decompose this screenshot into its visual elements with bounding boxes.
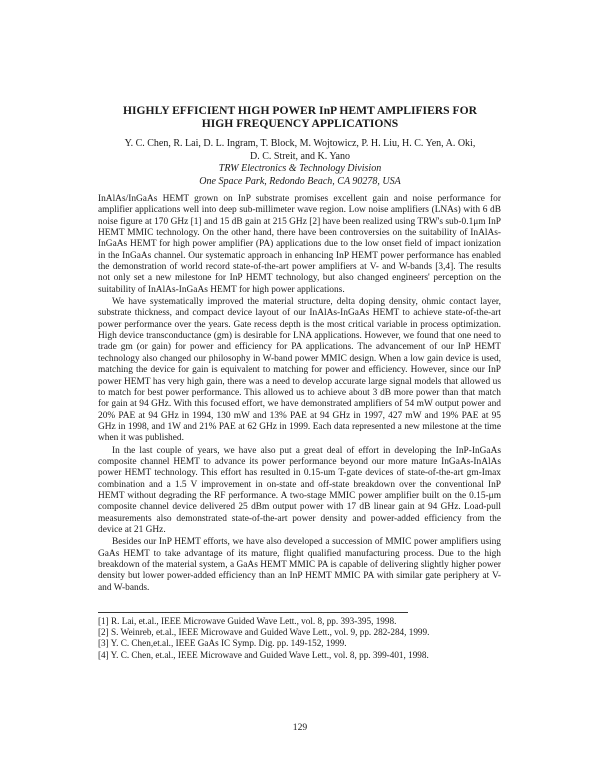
reference-item: [2] S. Weinreb, et.al., IEEE Microwave and Guided Wave Lett., vol. 9, pp. 282-284, 1999. bbox=[98, 627, 430, 638]
paragraph-2: We have systematically improved the material structure, delta doping density, ohmic contact layer, substrate thickness, and compact device layout of our InAlAs-InGaAs HEMT to achieve state-of-the-art power performance over the years. Gate recess depth is the most critical variable in process optimization. High device transconductance (gm) is desirable for LNA applications. However, we found that one need to trade gm (or gain) for power and efficiency for PA applications. The advancement of our InP HEMT technology also changed our philosophy in W-band power MMIC design. When a low gain device is used, matching the device for gain is equivalent to matching for power and efficiency. However, since our InP power HEMT has very high gain, there was a need to develop accurate large signal models that allowed us to match for best power performance. This allowed us to achieve about 3 dB more power than that match for gain at 94 GHz. With this focused effort, we have demonstrated amplifiers of 54 mW output power and 20% PAE at 94 GHz in 1994, 130 mW and 13% PAE at 94 GHz in 1997, 427 mW and 19% PAE at 95 GHz in 1998, and 1W and 21% PAE at 62 GHz in 1999. Each data represented a new milestone at the time when it was published. bbox=[98, 297, 501, 444]
author-list-line-2: D. C. Streit, and K. Yano bbox=[249, 150, 350, 162]
paragraph-1: InAlAs/InGaAs HEMT grown on InP substrate promises excellent gain and noise performance for amplifier applications well into deep sub-millimeter wave region. Low noise amplifiers (LNAs) with 6 dB noise figure at 170 GHz [1] and 15 dB gain at 215 GHz [2] have been realized using TRW's sub-0.1μm InP HEMT MMIC technology. On the other hand, there have been controversies on the suitability of InAlAs-InGaAs HEMT for high power amplifier (PA) applications due to the low onset field of impact ionization in the InGaAs channel. Our systematic approach in enhancing InP HEMT power performance has enabled the demonstration of world record state-of-the-art power amplifiers at V- and W-bands [3,4]. The results not only set a new milestone for InP HEMT technology, but also changed engineers' perception on the suitability of InAlAs-InGaAs HEMT for high power applications. bbox=[98, 194, 501, 295]
address: One Space Park, Redondo Beach, CA 90278, USA bbox=[199, 175, 401, 187]
footnote-divider bbox=[98, 612, 408, 613]
affiliation: TRW Electronics & Technology Division bbox=[218, 163, 382, 174]
reference-list bbox=[98, 616, 501, 661]
paper-title bbox=[0, 104, 600, 130]
paragraph-3: In the last couple of years, we have also put a great deal of effort in developing the InP-InGaAs composite channel HEMT to advance its power performance beyond our more mature InGaAs-InAlAs power HEMT technology. This effort has resulted in 0.15-um T-gate devices of state-of-the-art gm-Imax combination and a 1.5 V improvement in on-state and off-state breakdown over the conventional InP HEMT without degrading the RF performance. A two-stage MMIC power amplifier built on the 0.15-μm composite channel device delivered 25 dBm output power with 17 dB linear gain at 94 GHz. Load-pull measurements also demonstrated state-of-the-art power density and power-added efficiency from the device at 21 GHz. bbox=[98, 445, 501, 535]
title-line-2: HIGH FREQUENCY APPLICATIONS bbox=[201, 117, 399, 130]
paragraph-4: Besides our InP HEMT efforts, we have also developed a succession of MMIC power amplifiers using GaAs HEMT to take advantage of its mature, flight qualified manufacturing process. Due to the high breakdown of the material system, a GaAs HEMT MMIC PA is capable of delivering slightly higher power density but lower power-added efficiency than an InP HEMT MMIC PA with similar gate periphery at V- and W-bands. bbox=[98, 537, 501, 593]
author-list-line-1: Y. C. Chen, R. Lai, D. L. Ingram, T. Block, M. Wojtowicz, P. H. Liu, H. C. Yen, A. Oki, bbox=[124, 138, 476, 149]
reference-item: [1] R. Lai, et.al., IEEE Microwave Guided Wave Lett., vol. 8, pp. 393-395, 1998. bbox=[98, 616, 397, 626]
title-line-1: HIGHLY EFFICIENT HIGH POWER InP HEMT AMPLIFIERS FOR bbox=[123, 104, 477, 117]
body-text bbox=[98, 194, 501, 594]
author-block bbox=[0, 138, 600, 188]
reference-item: [4] Y. C. Chen, et.al., IEEE Microwave and Guided Wave Lett., vol. 8, pp. 399-401, 1998. bbox=[98, 649, 429, 660]
reference-item: [3] Y. C. Chen,et.al., IEEE GaAs IC Symp. Dig. pp. 149-152, 1999. bbox=[98, 638, 347, 649]
page-number: 129 bbox=[292, 722, 308, 733]
